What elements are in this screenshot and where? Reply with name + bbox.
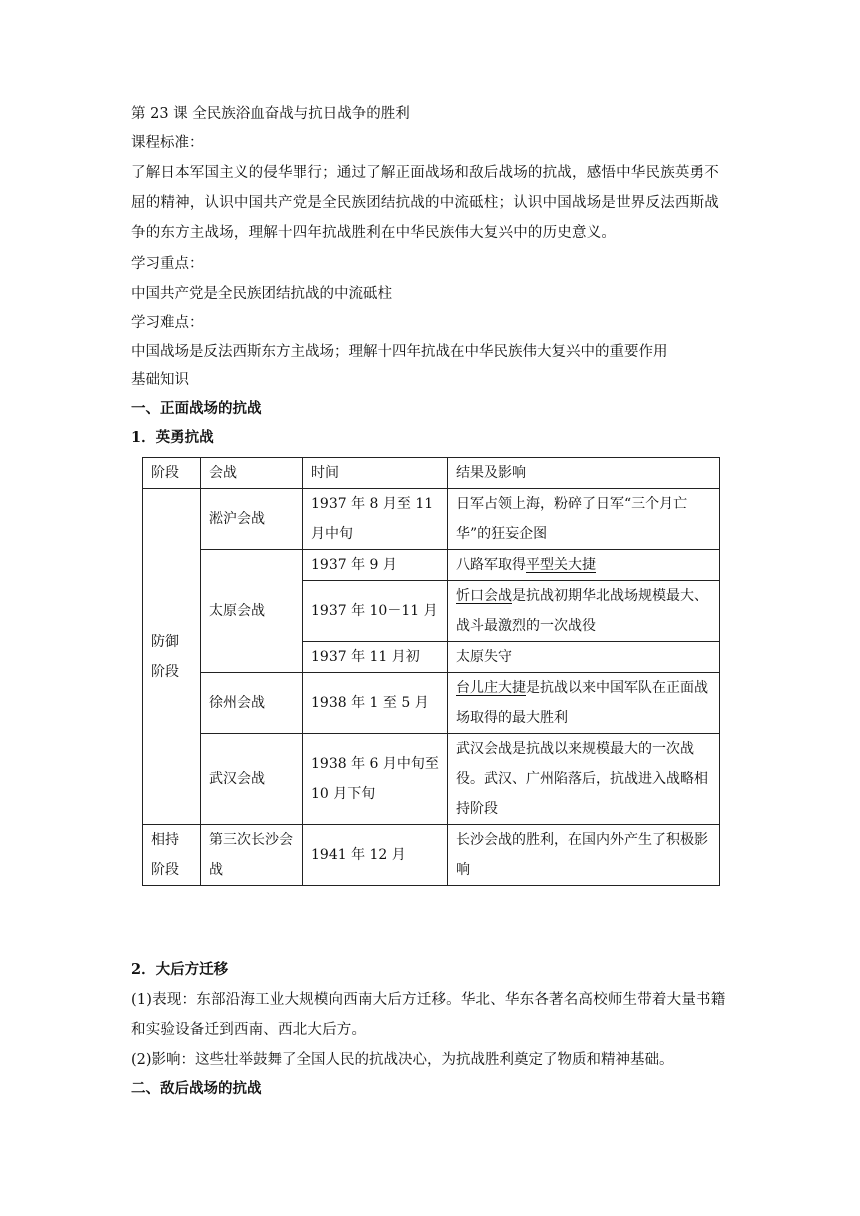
battle-changsha: 第三次长沙会战 <box>201 825 303 886</box>
header-battle: 会战 <box>201 458 303 489</box>
battle-songhu: 淞沪会战 <box>201 489 303 550</box>
result-xuzhou-post: 是抗战以来中国军队在正面战场取得的最大胜利 <box>456 680 708 726</box>
result-wuhan: 武汉会战是抗战以来规模最大的一次战役。武汉、广州陷落后，抗战进入战略相持阶段 <box>448 734 720 825</box>
time-taiyuan-b: 1937 年 10－11 月 <box>303 581 448 642</box>
section1-heading: 一、正面战场的抗战 <box>131 400 262 417</box>
time-wuhan: 1938 年 6 月中旬至 10 月下旬 <box>303 734 448 825</box>
header-stage: 阶段 <box>143 458 201 489</box>
battle-taiyuan: 太原会战 <box>201 550 303 673</box>
battle-wuhan: 武汉会战 <box>201 734 303 825</box>
result-taiyuan-a <box>448 550 720 581</box>
time-taiyuan-c: 1937 年 11 月初 <box>303 642 448 673</box>
standard-text: 了解日本军国主义的侵华罪行；通过了解正面战场和敌后战场的抗战，感悟中华民族英勇不屈的精神，认识中国共产党是全民族团结抗战的中流砥柱；认识中国战场是世界反法西斯战争的东方主战场，理解十四年抗战胜利在中华民族伟大复兴中的历史意义。 <box>131 165 719 241</box>
subsection2-heading: 2．大后方迁移 <box>131 961 229 978</box>
xinkou-battle: 忻口会战 <box>456 588 512 604</box>
header-result: 结果及影响 <box>448 458 720 489</box>
time-changsha: 1941 年 12 月 <box>303 825 448 886</box>
result-xuzhou <box>448 673 720 734</box>
time-taiyuan-a: 1937 年 9 月 <box>303 550 448 581</box>
stage-defense: 防御阶段 <box>143 489 201 825</box>
subsection1-heading: 1．英勇抗战 <box>131 429 214 446</box>
focus-label: 学习重点： <box>131 256 204 272</box>
table-header-row <box>143 458 720 489</box>
lesson-title: 第 23 课 全民族浴血奋战与抗日战争的胜利 <box>131 106 410 122</box>
table-row <box>143 825 720 886</box>
time-songhu: 1937 年 8 月至 11 月中旬 <box>303 489 448 550</box>
stage-stalemate: 相持阶段 <box>143 825 201 886</box>
battle-xuzhou: 徐州会战 <box>201 673 303 734</box>
table-row <box>143 489 720 550</box>
time-xuzhou: 1938 年 1 至 5 月 <box>303 673 448 734</box>
pingxingguan-victory: 平型关大捷 <box>526 557 596 573</box>
focus-text: 中国共产党是全民族团结抗战的中流砥柱 <box>131 286 392 302</box>
standard-label: 课程标准： <box>131 135 204 151</box>
result-taiyuan-a-pre: 八路军取得 <box>456 557 526 573</box>
result-taiyuan-c: 太原失守 <box>448 642 720 673</box>
table-row <box>143 734 720 825</box>
basic-knowledge-label: 基础知识 <box>131 372 189 388</box>
section2-heading: 二、敌后战场的抗战 <box>131 1080 262 1097</box>
result-songhu: 日军占领上海，粉碎了日军“三个月亡华”的狂妄企图 <box>448 489 720 550</box>
battles-table <box>142 457 720 886</box>
difficulty-label: 学习难点： <box>131 315 204 331</box>
result-taiyuan-b <box>448 581 720 642</box>
migration-impact: (2)影响：这些壮举鼓舞了全国人民的抗战决心，为抗战胜利奠定了物质和精神基础。 <box>131 1052 674 1068</box>
difficulty-text: 中国战场是反法西斯东方主战场；理解十四年抗战在中华民族伟大复兴中的重要作用 <box>131 344 668 360</box>
result-changsha: 长沙会战的胜利，在国内外产生了积极影响 <box>448 825 720 886</box>
result-taiyuan-b-post: 是抗战初期华北战场规模最大、战斗最激烈的一次战役 <box>456 588 708 634</box>
table-row <box>143 673 720 734</box>
taierzhuang-victory: 台儿庄大捷 <box>456 680 526 696</box>
table-row <box>143 550 720 581</box>
header-time: 时间 <box>303 458 448 489</box>
migration-performance: (1)表现：东部沿海工业大规模向西南大后方迁移。华北、华东各著名高校师生带着大量书籍和实验设备迁到西南、西北大后方。 <box>131 992 726 1038</box>
